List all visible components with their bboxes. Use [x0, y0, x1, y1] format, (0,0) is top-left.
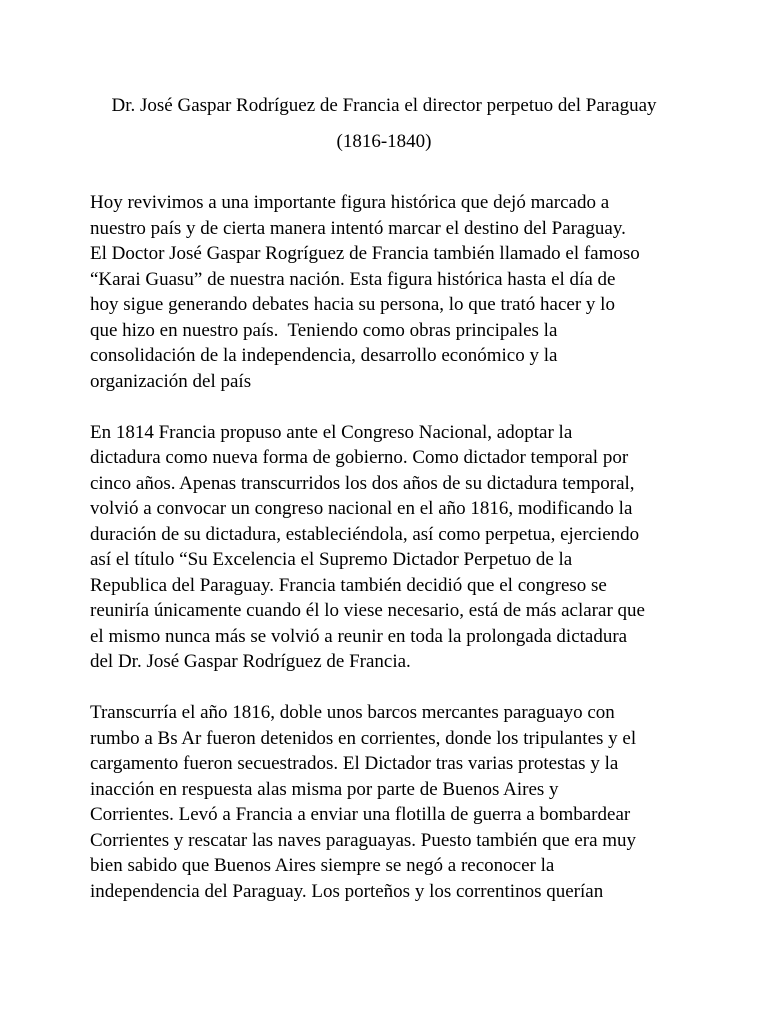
text-line: reuniría únicamente cuando él lo viese necesario, está de más aclarar que	[90, 600, 645, 621]
text-line: volvió a convocar un congreso nacional en el año 1816, modificando la	[90, 498, 633, 519]
paragraph	[90, 190, 690, 394]
text-line: consolidación de la independencia, desarrollo económico y la	[90, 345, 558, 366]
text-line: Corrientes y rescatar las naves paraguayas. Puesto también que era muy	[90, 829, 637, 851]
text-line: Corrientes. Levó a Francia a enviar una flotilla de guerra a bombardear	[90, 804, 631, 825]
text-line: organización del país	[90, 370, 252, 392]
document-subtitle: (1816-1840)	[336, 131, 432, 152]
text-line: nuestro país y de cierta manera intentó marcar el destino del Paraguay.	[90, 217, 626, 239]
text-line: el mismo nunca más se volvió a reunir en toda la prolongada dictadura	[90, 625, 628, 647]
paragraph	[90, 700, 690, 904]
text-line: dictadura como nueva forma de gobierno. Como dictador temporal por	[90, 447, 629, 468]
text-line: duración de su dictadura, estableciéndola, así como perpetua, ejerciendo	[90, 523, 640, 545]
text-line: independencia del Paraguay. Los porteños y los correntinos querían	[90, 880, 604, 902]
text-line: En 1814 Francia propuso ante el Congreso Nacional, adoptar la	[90, 421, 573, 443]
text-line: hoy sigue generando debates hacia su persona, lo que trató hacer y lo	[90, 294, 615, 315]
text-line: “Karai Guasu” de nuestra nación. Esta figura histórica hasta el día de	[90, 268, 616, 290]
text-line: Republica del Paraguay. Francia también decidió que el congreso se	[90, 574, 607, 596]
text-line: cargamento fueron secuestrados. El Dictador tras varias protestas y la	[90, 753, 619, 774]
text-line: inacción en respuesta alas misma por parte de Buenos Aires y	[90, 778, 559, 800]
text-line: rumbo a Bs Ar fueron detenidos en corrientes, donde los tripulantes y el	[90, 727, 637, 749]
text-line: así el título “Su Excelencia el Supremo Dictador Perpetuo de la	[90, 549, 573, 570]
document-title: Dr. José Gaspar Rodríguez de Francia el director perpetuo del Paraguay	[111, 95, 657, 116]
text-line: del Dr. José Gaspar Rodríguez de Francia.	[90, 651, 411, 672]
document-body	[90, 190, 690, 930]
text-line: bien sabido que Buenos Aires siempre se negó a reconocer la	[90, 855, 555, 876]
paragraph	[90, 420, 690, 675]
text-line: Transcurría el año 1816, doble unos barcos mercantes paraguayo con	[90, 702, 615, 723]
text-line: Hoy revivimos a una importante figura histórica que dejó marcado a	[90, 192, 610, 213]
text-line: El Doctor José Gaspar Rogríguez de Francia también llamado el famoso	[90, 243, 640, 264]
text-line: que hizo en nuestro país. Teniendo como obras principales la	[90, 319, 558, 341]
text-line: cinco años. Apenas transcurridos los dos años de su dictadura temporal,	[90, 472, 635, 494]
